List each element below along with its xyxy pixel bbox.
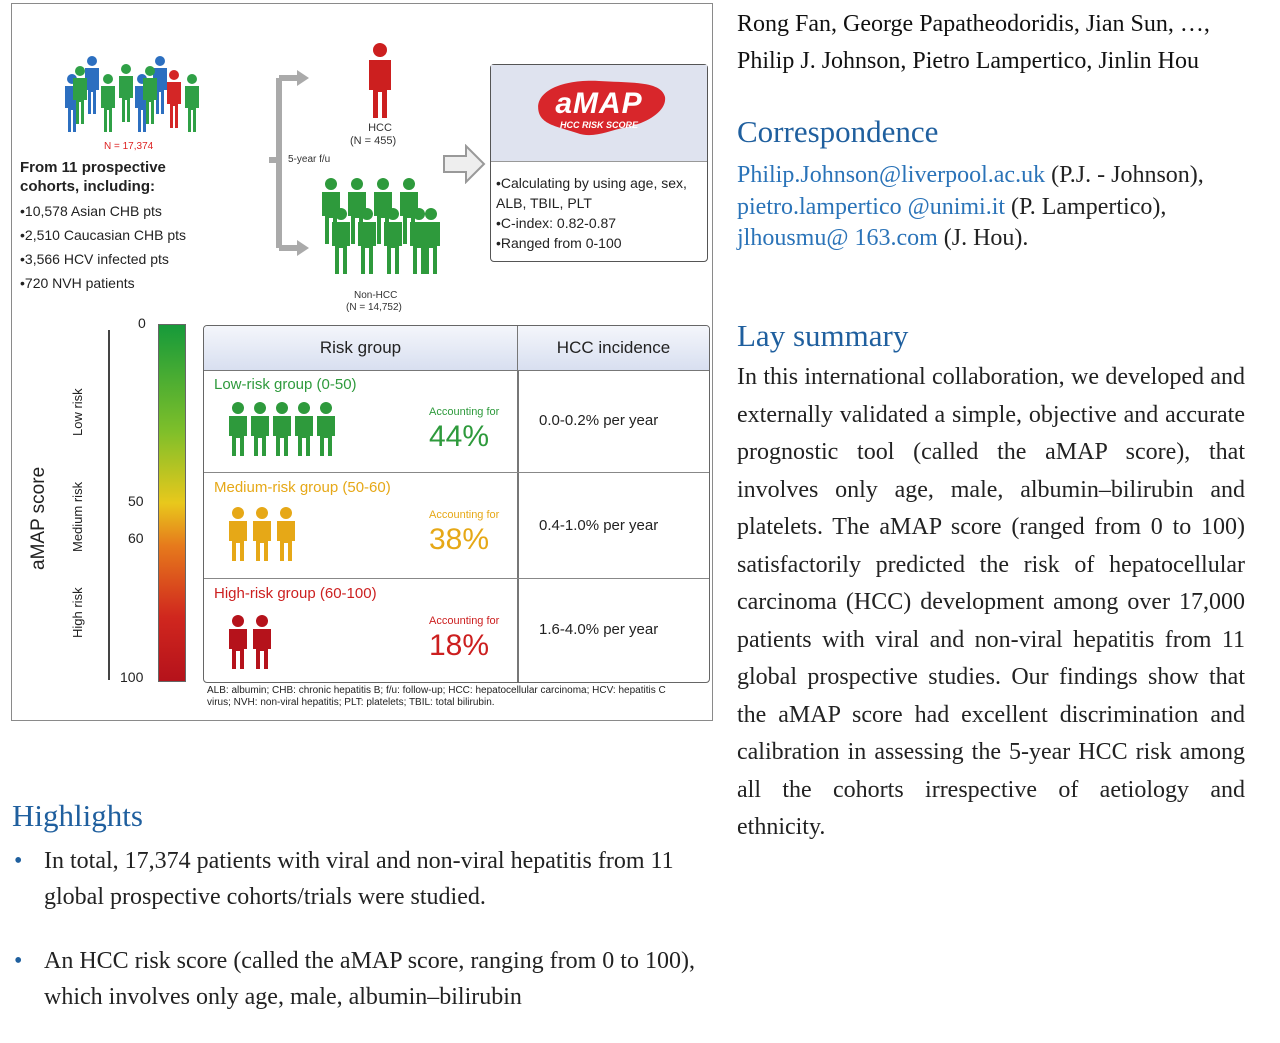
amap-logo-text: aMAP — [555, 87, 643, 120]
correspondence-text — [737, 160, 1249, 255]
accounting-percent: 18% — [429, 629, 490, 662]
accounting-label: Accounting for — [429, 615, 500, 627]
axis-title: aMAP score — [28, 466, 49, 570]
cohort-item: • 2,510 Caucasian CHB pts — [20, 223, 186, 247]
patient-crowd-icon — [62, 52, 204, 134]
cohort-heading: From 11 prospective cohorts, including: — [20, 159, 166, 195]
range-low-label: Low risk — [70, 388, 85, 436]
hcc-n: (N = 455) — [350, 135, 397, 147]
non-hcc-n: (N = 14,752) — [346, 302, 402, 313]
high-risk-people-icon — [228, 615, 276, 671]
amap-logo-subtitle: HCC RISK SCORE — [559, 120, 638, 130]
risk-table — [203, 325, 710, 683]
highlights-heading: Highlights — [12, 798, 143, 833]
low-risk-people-icon — [228, 402, 340, 458]
bullet-icon: • — [14, 848, 23, 874]
total-n: N = 17,374 — [104, 141, 154, 152]
accounting-percent: 44% — [429, 420, 490, 453]
lay-summary-text: In this international collaboration, we developed and externally validated a simple, objective and accurate prognostic tool (called the aMAP score), that involves only age, male, albumin–bilirubin and platelets. The aMAP score (ranged from 0 to 100) satisfactorily predicted the risk of hepatocellular carcinoma (HCC) development among over 17,000 patients with viral and non-viral hepatitis from 11 global prospective studies. Our findings show that the aMAP score had excellent discrimination and calibration in assessing the 5-year HCC risk among all the cohorts irrespective of aetiology and ethnicity. — [737, 364, 1245, 840]
non-hcc-crowd-icon — [318, 176, 444, 286]
bullet-icon: • — [14, 948, 23, 974]
incidence-value: 0.0-0.2% per year — [539, 412, 659, 429]
hcc-label: HCC — [368, 122, 392, 134]
axis-line — [108, 330, 110, 680]
amap-point: • Ranged from 0-100 — [496, 233, 702, 253]
group-label: High-risk group (60-100) — [214, 585, 377, 602]
abbreviations-note: ALB: albumin; CHB: chronic hepatitis B; f/u: follow-up; HCC: hepatocellular carcinoma; HCV: hepatitis C virus; NVH: non-viral hepatitis; PLT: platelets; TBIL: total bilirubin. — [207, 685, 666, 708]
lay-summary-heading: Lay summary — [737, 318, 909, 353]
graphical-abstract — [11, 3, 713, 721]
medium-risk-people-icon — [228, 507, 298, 563]
followup-label: 5-year f/u — [288, 154, 331, 165]
correspondence-name: (P.J. - Johnson), — [1045, 162, 1204, 188]
cohort-item: • 3,566 HCV infected pts — [20, 247, 186, 271]
tick-50: 50 — [128, 493, 144, 509]
header-hcc-incidence: HCC incidence — [556, 338, 671, 357]
group-label: Low-risk group (0-50) — [214, 376, 357, 393]
cohort-item: • 10,578 Asian CHB pts — [20, 199, 186, 223]
tick-0: 0 — [138, 315, 146, 331]
score-gradient-bar — [158, 324, 186, 682]
hcc-person-icon — [366, 42, 394, 120]
email-link-johnson[interactable]: Philip.Johnson@liverpool.ac.uk — [737, 162, 1046, 188]
risk-row-medium — [204, 472, 709, 579]
accounting-label: Accounting for — [429, 406, 500, 418]
amap-point: • C-index: 0.82-0.87 — [496, 213, 702, 233]
risk-table-header — [204, 326, 709, 371]
tick-100: 100 — [120, 669, 144, 685]
incidence-value: 0.4-1.0% per year — [539, 517, 659, 534]
risk-row-low — [204, 370, 709, 472]
range-high-label: High risk — [70, 587, 85, 638]
correspondence-name: (J. Hou). — [937, 225, 1029, 251]
author-list: Rong Fan, George Papatheodoridis, Jian Sun, …, Philip J. Johnson, Pietro Lampertico, Jinlin Hou — [737, 11, 1210, 74]
amap-logo-banner — [491, 65, 707, 162]
highlight-item — [12, 843, 702, 915]
accounting-percent: 38% — [429, 523, 490, 556]
right-arrow-icon — [442, 144, 486, 184]
header-risk-group: Risk group — [204, 326, 518, 370]
amap-score-box — [490, 64, 708, 262]
email-link-hou[interactable]: jlhousmu@ 163.com — [737, 225, 938, 251]
tick-60: 60 — [128, 530, 144, 546]
non-hcc-label: Non-HCC — [354, 290, 398, 301]
amap-points — [496, 173, 702, 253]
group-label: Medium-risk group (50-60) — [214, 479, 391, 496]
incidence-value: 1.6-4.0% per year — [539, 621, 659, 638]
highlight-text: An HCC risk score (called the aMAP score, ranging from 0 to 100), which involves only age, male, albumin–bilirubin — [44, 948, 695, 1010]
correspondence-heading: Correspondence — [737, 114, 939, 149]
email-link-lampertico[interactable]: pietro.lampertico @unimi.it — [737, 193, 1006, 220]
highlight-text: In total, 17,374 patients with viral and non-viral hepatitis from 11 global prospective cohorts/trials were studied. — [44, 848, 674, 910]
cohort-list — [20, 199, 186, 295]
highlight-item — [12, 943, 702, 1015]
cohort-item: • 720 NVH patients — [20, 271, 186, 295]
risk-row-high — [204, 578, 709, 683]
range-medium-label: Medium risk — [70, 481, 85, 552]
correspondence-name: (P. Lampertico), — [1005, 193, 1167, 220]
split-arrow-icon — [257, 70, 317, 260]
highlights-list — [12, 843, 702, 1043]
accounting-label: Accounting for — [429, 509, 500, 521]
amap-point: • Calculating by using age, sex, ALB, TBIL, PLT — [496, 173, 702, 213]
